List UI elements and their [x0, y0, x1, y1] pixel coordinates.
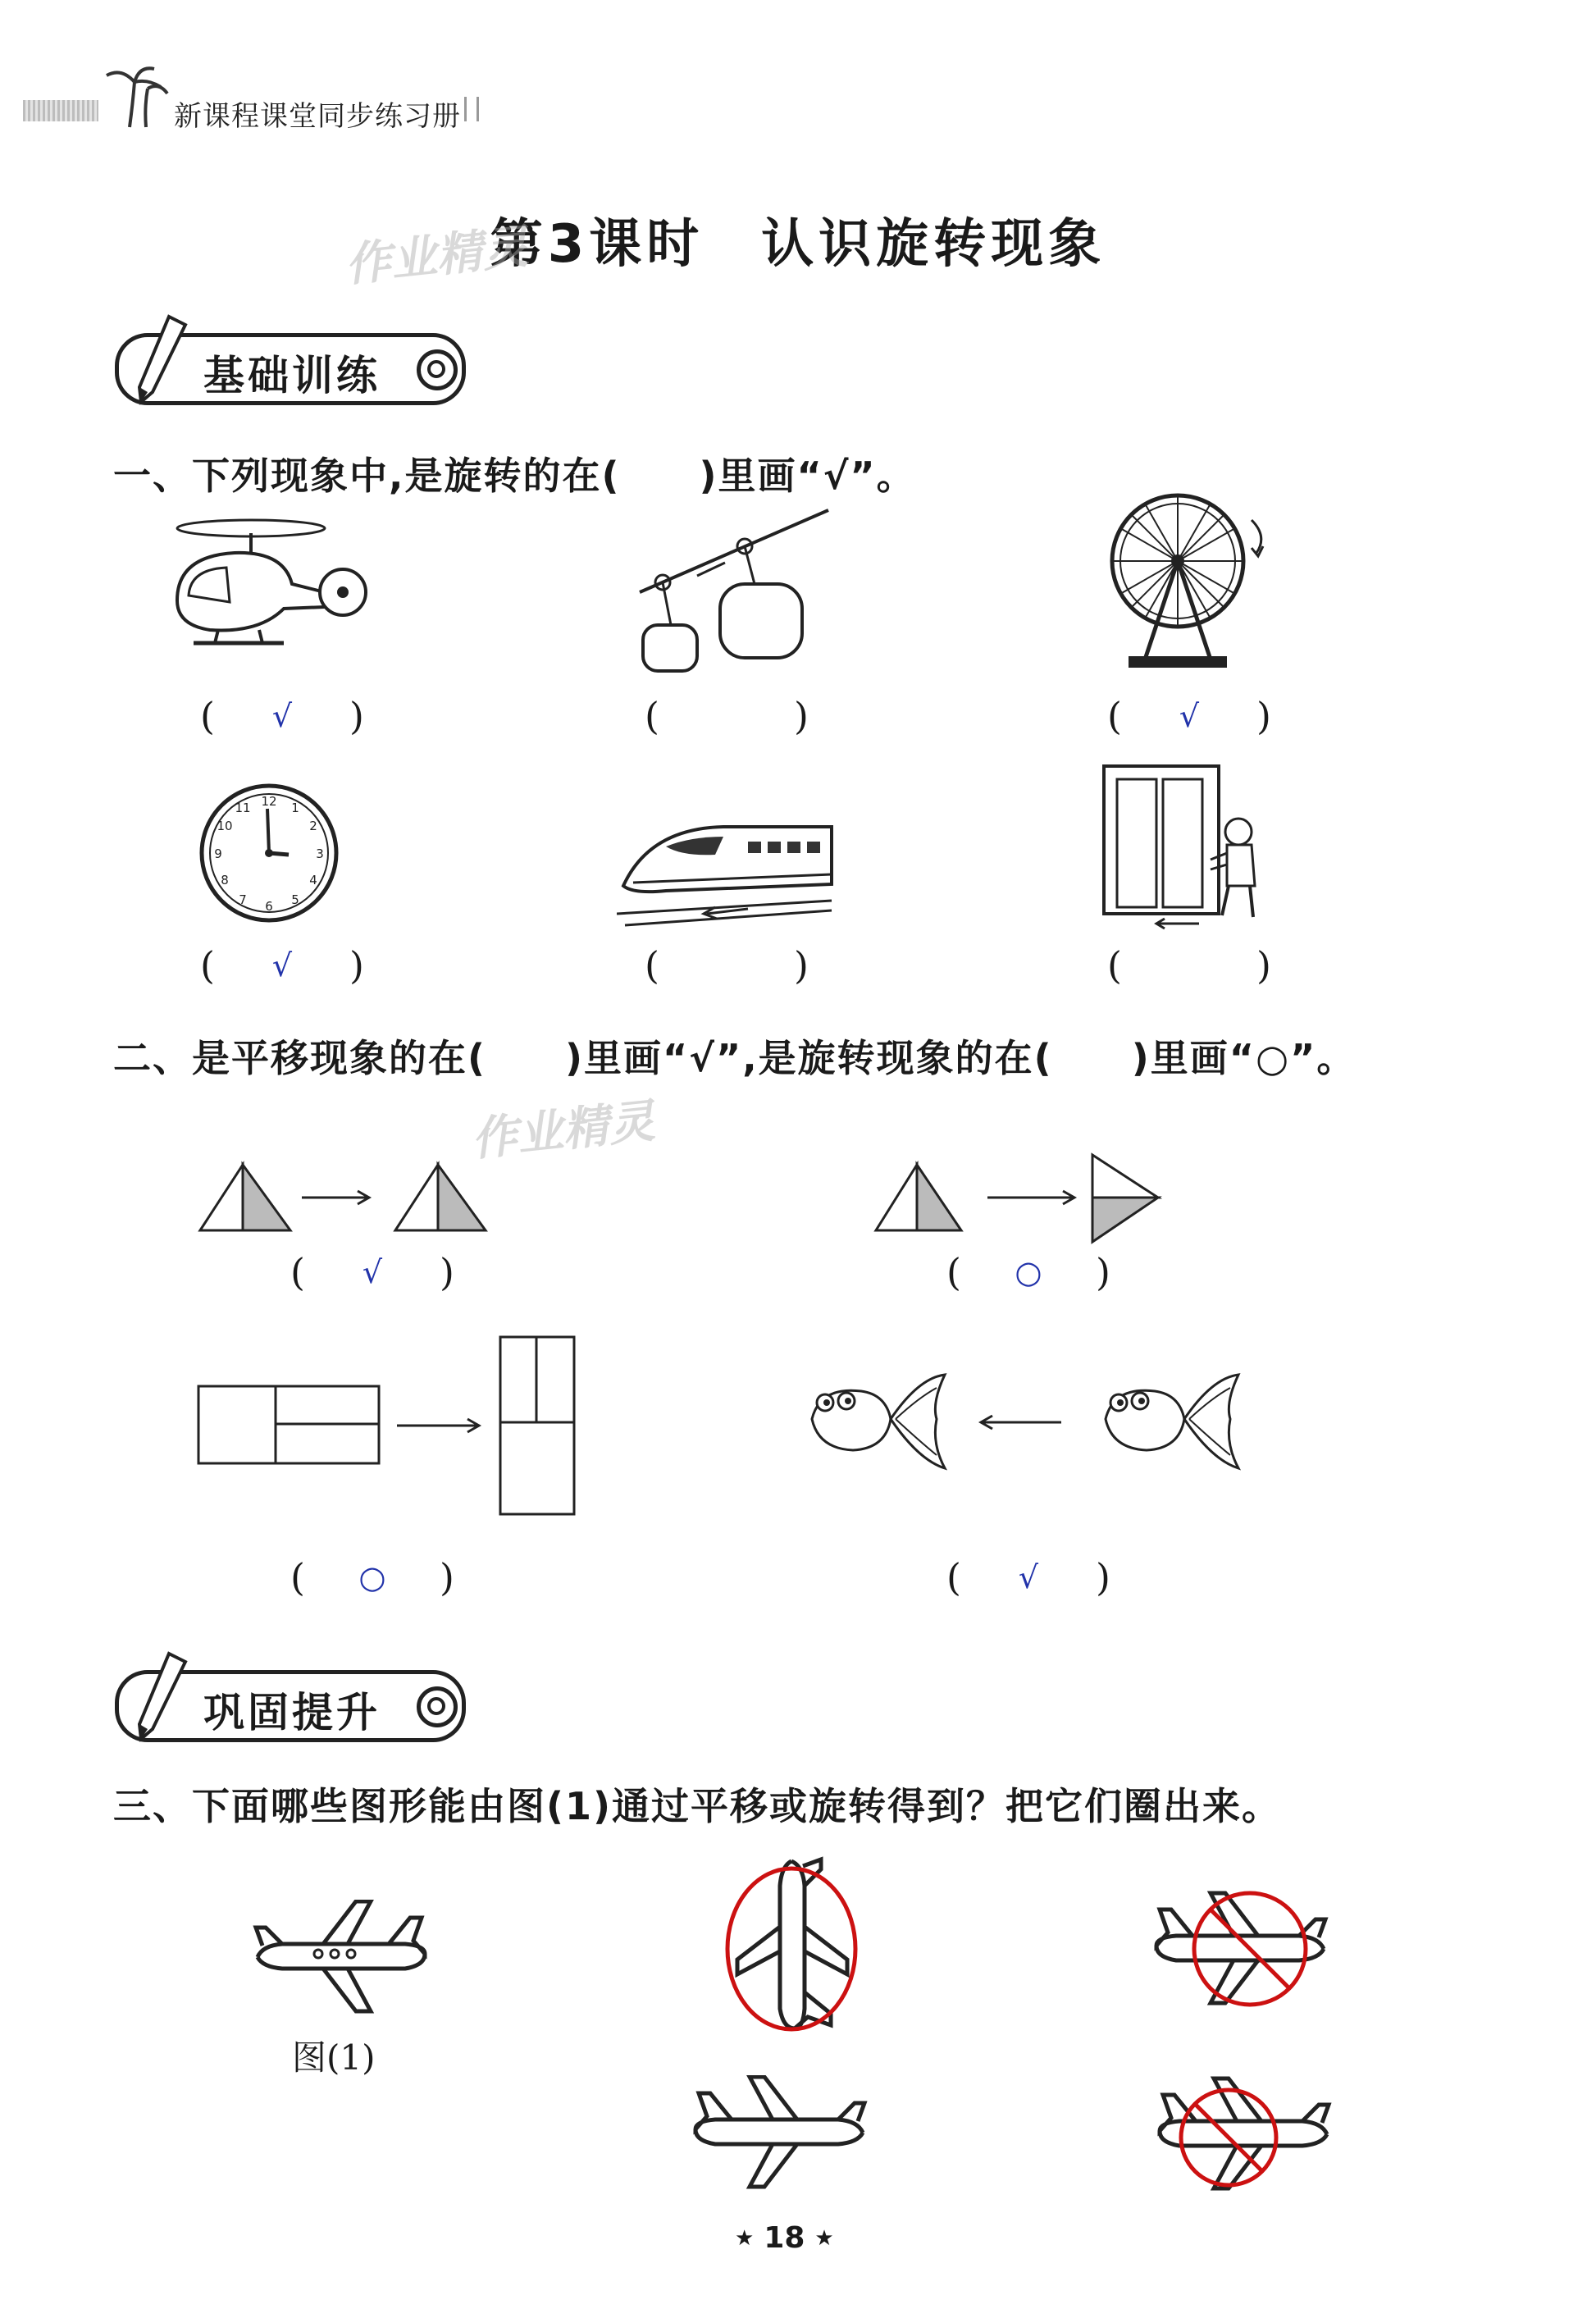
- pencil-icon: [123, 310, 197, 408]
- watermark: 作业精灵: [468, 1094, 658, 1167]
- helicopter-icon: [161, 510, 382, 658]
- airplane-option-top-right-icon[interactable]: [1148, 1878, 1337, 2018]
- svg-text:5: 5: [291, 892, 299, 907]
- lesson-title: 第3课时 认识旋转现象: [490, 214, 1106, 275]
- q2-answer-1[interactable]: ( √ ): [290, 1250, 454, 1294]
- book-title: 新课程课堂同步练习册: [174, 100, 461, 133]
- clock-icon: [195, 779, 343, 927]
- svg-text:6: 6: [265, 899, 273, 914]
- page-number: [735, 2221, 834, 2255]
- answer-mark: √: [362, 1254, 383, 1290]
- svg-text:7: 7: [239, 892, 247, 907]
- question-3: 三、下面哪些图形能由图(1)通过平移或旋转得到？把它们圈出来。: [113, 1784, 1282, 1828]
- answer-mark: ○: [358, 1559, 386, 1595]
- train-icon: [617, 812, 838, 935]
- figure-1-caption: 图(1): [292, 2037, 376, 2078]
- svg-text:4: 4: [309, 873, 317, 888]
- q2-answer-4[interactable]: ( √ ): [946, 1555, 1110, 1599]
- q1-answer-6[interactable]: ( ): [1107, 943, 1271, 988]
- svg-text:1: 1: [291, 801, 299, 815]
- svg-text:11: 11: [235, 801, 251, 815]
- cable-car-icon: [632, 502, 837, 674]
- q1-answer-5[interactable]: ( ): [645, 943, 809, 988]
- star-icon: ★: [735, 2225, 755, 2251]
- header-divider: [464, 97, 479, 121]
- airplane-figure-1-icon: [249, 1900, 430, 2015]
- ring-icon: [417, 1686, 458, 1727]
- star-icon: ★: [814, 2225, 834, 2251]
- triangle-translate-icon: [195, 1124, 499, 1239]
- svg-text:9: 9: [214, 846, 222, 861]
- q2-answer-2[interactable]: ( ○ ): [946, 1250, 1110, 1294]
- airplane-option-rotated-icon[interactable]: [714, 1846, 869, 2042]
- question-1: 一、下列现象中,是旋转的在( )里画“√”。: [113, 454, 916, 498]
- svg-text:8: 8: [221, 873, 229, 888]
- q1-answer-1[interactable]: ( √ ): [200, 694, 364, 738]
- fish-translate-icon: [796, 1370, 1247, 1476]
- ferris-wheel-icon: [1096, 487, 1284, 676]
- q2-answer-3[interactable]: ( ○ ): [290, 1555, 454, 1599]
- q1-answer-4[interactable]: ( √ ): [200, 943, 364, 988]
- sliding-door-icon: [1099, 763, 1279, 935]
- answer-mark: √: [271, 947, 293, 983]
- palm-tree-icon: [97, 57, 171, 131]
- answer-mark: √: [1018, 1559, 1039, 1595]
- airplane-option-bottom-middle-icon[interactable]: [687, 2075, 876, 2198]
- question-2: 二、是平移现象的在( )里画“√”,是旋转现象的在( )里画“○”。: [113, 1036, 1357, 1080]
- answer-mark: √: [1179, 698, 1200, 734]
- answer-mark: √: [271, 698, 293, 734]
- airplane-option-bottom-right-icon[interactable]: [1151, 2070, 1340, 2202]
- svg-text:2: 2: [309, 819, 317, 833]
- svg-text:3: 3: [316, 846, 324, 861]
- svg-text:10: 10: [217, 819, 233, 833]
- q1-answer-2[interactable]: ( ): [645, 694, 809, 738]
- section-basic-tag: [115, 325, 467, 400]
- rectangle-rotate-icon: [194, 1329, 579, 1517]
- header-decoration: [23, 100, 98, 121]
- triangle-rotate-icon: [871, 1140, 1174, 1255]
- ring-icon: [417, 349, 458, 390]
- watermark: 作业精灵: [342, 220, 531, 293]
- pencil-icon: [123, 1647, 197, 1745]
- section-advanced-label: 巩固提升: [203, 1689, 381, 1736]
- section-basic-label: 基础训练: [203, 352, 381, 399]
- page-number-value: 18: [764, 2221, 805, 2255]
- section-advanced-tag: [115, 1662, 467, 1737]
- q1-answer-3[interactable]: ( √ ): [1107, 694, 1271, 738]
- svg-text:12: 12: [261, 794, 277, 809]
- answer-mark: ○: [1015, 1254, 1042, 1290]
